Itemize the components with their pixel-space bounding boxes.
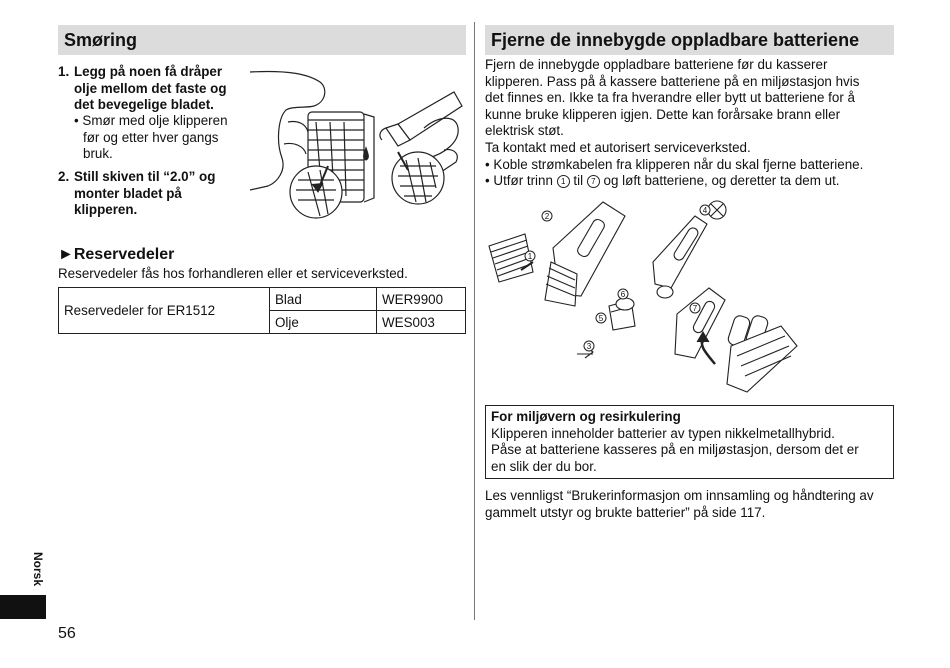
intro-line: Fjern de innebygde oppladbare batteriene før du kasserer: [485, 57, 828, 72]
environment-line: Påse at batteriene kasseres på en miljøstasjon, dersom det er: [491, 442, 859, 458]
diagram-label: 3: [586, 342, 592, 351]
bullet-line: bruk.: [83, 146, 113, 162]
environment-box: [485, 405, 894, 479]
parts-heading: ►Reservedeler: [58, 246, 175, 263]
table-row: [59, 288, 466, 311]
step-1-text: [74, 64, 244, 114]
intro-line: kunne bruke klipperen igjen. Dette kan forårsake brann eller: [485, 106, 841, 122]
step-2-line: monter bladet på: [74, 185, 182, 201]
closing-text: [485, 488, 894, 521]
step-1-bullet: [74, 113, 244, 163]
step-to-marker: 7: [587, 175, 600, 188]
closing-line: gammelt utstyr og brukte batterier” på side 117.: [485, 504, 766, 520]
step-from-marker: 1: [557, 175, 570, 188]
parts-row-label: Reservedeler for ER1512: [59, 288, 270, 334]
step-1-line: Legg på noen få dråper: [74, 64, 223, 79]
intro-line: det finnes en. Ikke ta fra hverandre eller bytt ut batteriene for å: [485, 90, 855, 106]
steps-suffix: og løft batteriene, og deretter ta dem ut.: [603, 173, 840, 189]
column-divider: [474, 22, 475, 620]
diagram-label: 2: [544, 212, 550, 221]
intro-line: Ta kontakt med et autorisert serviceverksted.: [485, 139, 751, 155]
steps-mid: til: [573, 173, 584, 189]
step-2-text: [74, 169, 244, 219]
part-item: Blad: [270, 288, 377, 311]
intro-line: • Koble strømkabelen fra klipperen når du skal fjerne batteriene.: [485, 156, 864, 172]
environment-line: en slik der du bor.: [491, 458, 597, 474]
environment-box-title: For miljøvern og resirkulering: [491, 409, 681, 424]
intro-line: klipperen. Pass på å kassere batteriene på en miljøstasjon hvis: [485, 73, 860, 89]
diagram-label: 1: [527, 252, 533, 261]
diagram-label: 6: [620, 290, 626, 299]
steps-prefix: • Utfør trinn: [485, 173, 553, 189]
step-2-line: klipperen.: [74, 202, 138, 218]
section-title-smoring: Smøring: [58, 25, 466, 55]
section-title-batteries: Fjerne de innebygde oppladbare batteriene: [485, 25, 894, 55]
oiling-illustration: [248, 62, 466, 232]
intro-text: [485, 57, 894, 190]
step-1-line: det bevegelige bladet.: [74, 97, 214, 113]
step-2-number: 2.: [58, 169, 70, 184]
page-number: 56: [58, 625, 76, 642]
closing-line: Les vennligst “Brukerinformasjon om innsamling og håndtering av: [485, 488, 874, 503]
step-1-number: 1.: [58, 64, 70, 79]
disassembly-diagram: [485, 196, 805, 402]
diagram-label: 4: [702, 206, 708, 215]
diagram-label: 5: [598, 314, 604, 323]
step-2-line: Still skiven til “2.0” og: [74, 169, 216, 184]
language-tab-label: Norsk: [31, 551, 45, 586]
steps-instruction: [485, 173, 894, 190]
part-item: Olje: [270, 311, 377, 334]
intro-line: elektrisk støt.: [485, 123, 564, 139]
language-tab-block: [0, 595, 46, 619]
bullet-line: • Smør med olje klipperen: [74, 113, 228, 128]
environment-line: Klipperen inneholder batterier av typen nikkelmetallhybrid.: [491, 425, 835, 441]
step-1-line: olje mellom det faste og: [74, 80, 227, 96]
parts-table: [58, 287, 466, 334]
diagram-label: 7: [692, 304, 698, 313]
bullet-line: før og etter hver gangs: [83, 129, 219, 145]
parts-intro: Reservedeler fås hos forhandleren eller et serviceverksted.: [58, 266, 408, 281]
part-code: WES003: [377, 311, 466, 334]
part-code: WER9900: [377, 288, 466, 311]
